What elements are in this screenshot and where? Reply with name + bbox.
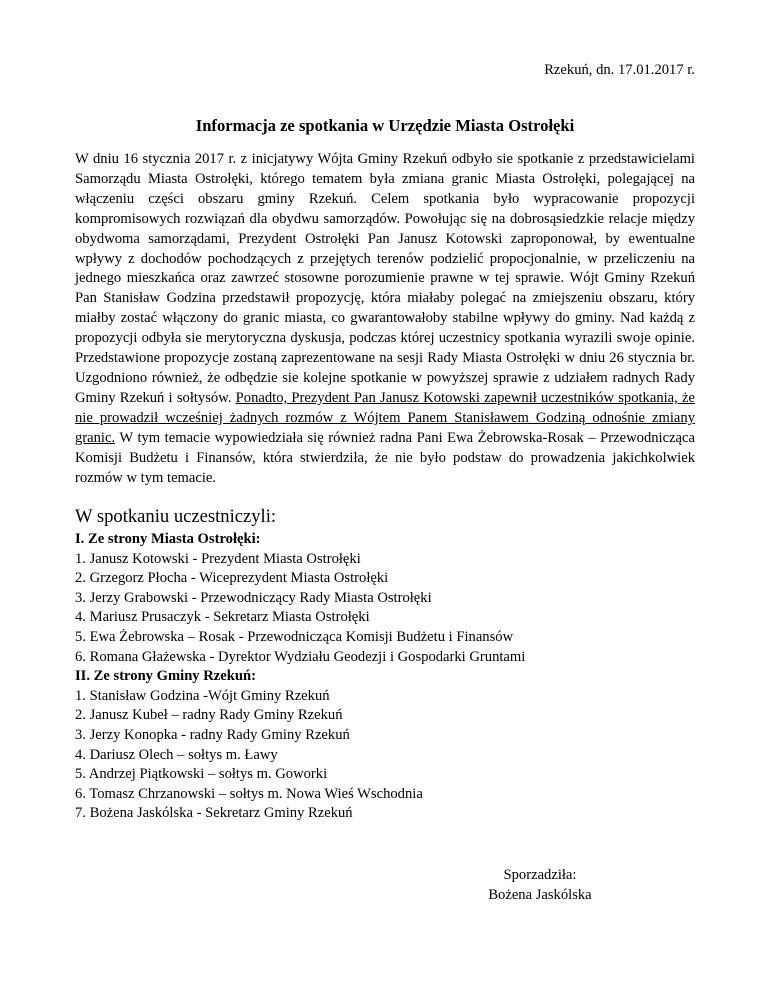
- document-date: Rzekuń, dn. 17.01.2017 r.: [544, 62, 695, 78]
- body-text-part1: W dniu 16 stycznia 2017 r. z inicjatywy Wójta Gminy Rzekuń odbyło sie spotkanie z przedstawicielami Samorządu Miasta Ostrołęki, którego tematem była zmiana granic Miasta Ostrołęki, polegającej na włączeniu części obszaru gminy Rzekuń. Celem spotkania było wypracowanie propozycji kompromisowych rozwiązań dla obydwu samorządów. Powołując się na dobrosąsiedzkie relacje między obydwoma samorządami, Prezydent Ostrołęki Pan Janusz Kotowski zaproponował, by ewentualne wpływy z dochodów pochodzących z przejętych terenów podzielić propocjonalnie, w przeliczeniu na jednego mieszkańca oraz zawrzeć stosowne porozumienie prawne w tej sprawie. Wójt Gminy Rzekuń Pan Stanisław Godzina przedstawił propozycję, która miałaby polegać na zmiejszeniu obszaru, który miałby zostać włączony do granic miasta, co gwarantowałoby stabilne wpływy do gminy. Nad każdą z propozycji odbyła sie merytoryczna dyskusja, podczas której uczestnicy spotkania wyrazili swoje opinie. Przedstawione propozycje zostaną zaprezentowane na sesji Rady Miasta Ostrołęki w dniu 26 stycznia br. Uzgodniono również, że odbędzie sie kolejne spotkanie w powyższej sprawie z udziałem radnych Rady Gminy Rzekuń i sołtysów.: [75, 151, 695, 406]
- signature-label: Sporzadziła:: [503, 867, 577, 883]
- list-item: 3. Jerzy Konopka - radny Rady Gminy Rzekuń: [75, 726, 350, 743]
- body-text-underlined: Ponadto, Prezydent Pan Janusz Kotowski zapewnił uczestników spotkania, że nie prowadził wcześniej żadnych rozmów z Wójtem Panem Stanisławem Godziną odnośnie zmiany granic.: [75, 389, 695, 446]
- group-heading-city: I. Ze strony Miasta Ostrołęki:: [75, 531, 261, 547]
- list-item: 5. Ewa Żebrowska – Rosak - Przewodnicząca Komisji Budżetu i Finansów: [75, 628, 514, 645]
- list-item: 1. Stanisław Godzina -Wójt Gminy Rzekuń: [75, 687, 330, 704]
- list-item: 2. Grzegorz Płocha - Wiceprezydent Miasta Ostrołęki: [75, 570, 389, 587]
- list-item: 5. Andrzej Piątkowski – sołtys m. Goworki: [75, 766, 328, 783]
- list-item: 2. Janusz Kubeł – radny Rady Gminy Rzekuń: [75, 707, 343, 724]
- list-item: 1. Janusz Kotowski - Prezydent Miasta Ostrołęki: [75, 550, 361, 567]
- document-title: Informacja ze spotkania w Urzędzie Miasta Ostrołęki: [195, 116, 575, 135]
- list-item: 6. Tomasz Chrzanowski – sołtys m. Nowa Wieś Wschodnia: [75, 785, 423, 802]
- list-item: 4. Mariusz Prusaczyk - Sekretarz Miasta Ostrołęki: [75, 609, 370, 626]
- participants-list: [75, 530, 695, 824]
- body-text-part2: W tym temacie wypowiedziała się również radna Pani Ewa Żebrowska-Rosak – Przewodnicząca Komisji Budżetu i Finansów, która stwierdziła, że nie było podstaw do prowadzenia jakichkolwiek rozmów w tym temacie.: [75, 429, 695, 486]
- body-paragraph: [75, 150, 695, 488]
- list-item: 3. Jerzy Grabowski - Przewodniczący Rady Miasta Ostrołęki: [75, 589, 432, 606]
- participants-heading: W spotkaniu uczestniczyli:: [75, 506, 277, 527]
- list-item: 7. Bożena Jaskólska - Sekretarz Gminy Rzekuń: [75, 805, 353, 822]
- list-item: 4. Dariusz Olech – sołtys m. Ławy: [75, 746, 278, 763]
- signature-name: Bożena Jaskólska: [488, 886, 592, 903]
- group-heading-gmina: II. Ze strony Gminy Rzekuń:: [75, 668, 256, 685]
- list-item: 6. Romana Głażewska - Dyrektor Wydziału Geodezji i Gospodarki Gruntami: [75, 648, 526, 665]
- signature-block: [440, 866, 640, 905]
